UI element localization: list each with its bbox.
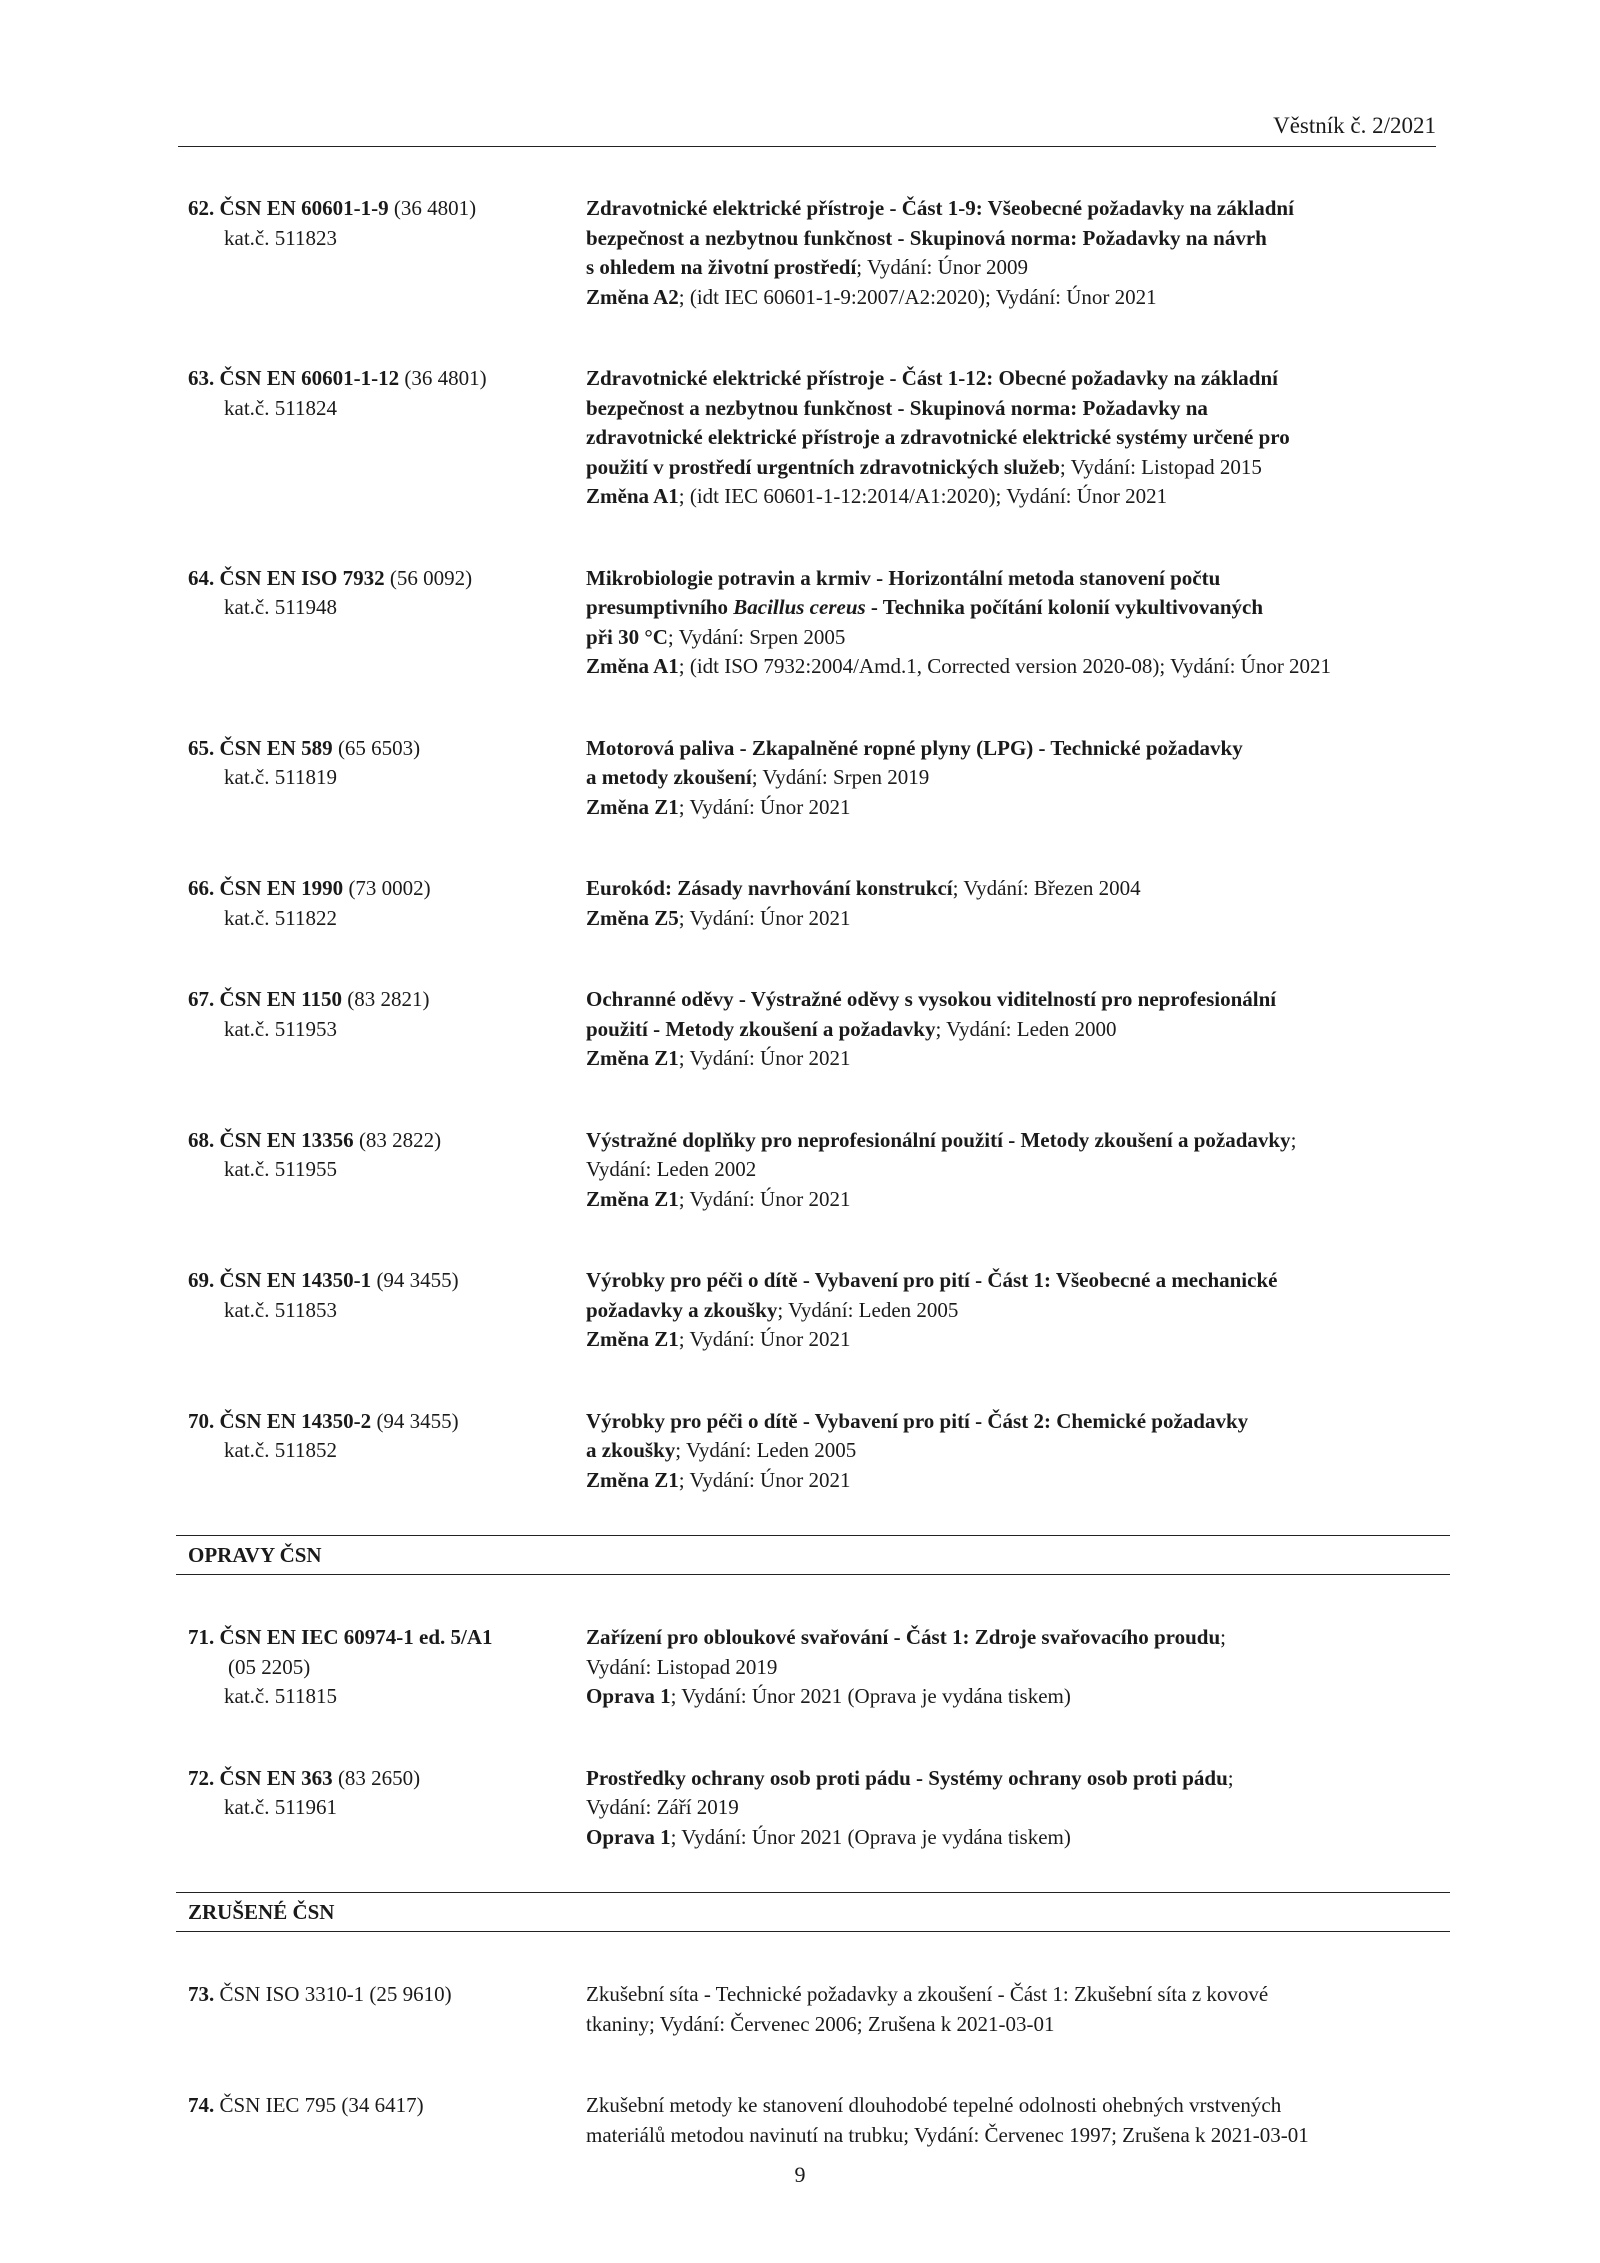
change-text: ; (idt IEC 60601-1-9:2007/A2:2020); Vydání: Únor 2021 bbox=[678, 284, 1157, 309]
issue-date: ; Vydání: Leden 2000 bbox=[935, 1016, 1117, 1041]
description-line: tkaniny; Vydání: Červenec 2006; Zrušena k 2021-03-01 bbox=[586, 2011, 1055, 2036]
catalog-number: kat.č. 511815 bbox=[224, 1684, 337, 1708]
standard-entry-69 bbox=[188, 1266, 1438, 1355]
correction-label: Oprava 1 bbox=[586, 1824, 671, 1849]
issue-date: ; Vydání: Listopad 2015 bbox=[1059, 454, 1262, 479]
issue-date: Vydání: Listopad 2019 bbox=[586, 1654, 778, 1679]
title-line: Zdravotnické elektrické přístroje - Část 1-12: Obecné požadavky na základní bbox=[586, 366, 1278, 390]
standard-code: ČSN EN ISO 7932 bbox=[219, 565, 385, 590]
standard-identifier: 71. ČSN EN IEC 60974-1 ed. 5/A1 (05 2205) kat.č. 511815 bbox=[188, 1623, 586, 1712]
catalog-number: kat.č. 511822 bbox=[224, 905, 337, 930]
title-line: Výrobky pro péči o dítě - Vybavení pro pití - Část 1: Všeobecné a mechanické bbox=[586, 1268, 1278, 1292]
standard-code: ČSN EN 589 bbox=[219, 735, 333, 760]
standard-description bbox=[586, 734, 1438, 823]
catalog-number: kat.č. 511961 bbox=[224, 1795, 337, 1819]
change-text: ; Vydání: Únor 2021 bbox=[678, 1467, 851, 1492]
change-label: Změna A1 bbox=[586, 654, 679, 678]
change-text: ; Vydání: Únor 2021 bbox=[678, 905, 851, 930]
standard-entry-68 bbox=[188, 1126, 1438, 1215]
catalog-number: kat.č. 511955 bbox=[224, 1157, 337, 1181]
title-line: použití - Metody zkoušení a požadavky bbox=[586, 1016, 936, 1041]
change-label: Změna Z1 bbox=[586, 794, 679, 819]
catalog-number: kat.č. 511852 bbox=[224, 1438, 337, 1462]
issue-date: ; Vydání: Leden 2005 bbox=[777, 1297, 959, 1322]
classification-code: (83 2650) bbox=[337, 1765, 421, 1790]
classification-code: (83 2821) bbox=[347, 987, 430, 1011]
standard-identifier: 63. ČSN EN 60601-1-12 (36 4801) kat.č. 511824 bbox=[188, 364, 586, 512]
standard-code: ČSN EN 363 bbox=[219, 1765, 333, 1790]
change-label: Změna Z1 bbox=[586, 1186, 679, 1211]
description-line: materiálů metodou navinutí na trubku; Vydání: Červenec 1997; Zrušena k 2021-03-01 bbox=[586, 2122, 1309, 2147]
change-label: Změna Z1 bbox=[586, 1467, 679, 1492]
title-line: Mikrobiologie potravin a krmiv - Horizontální metoda stanovení počtu bbox=[586, 565, 1221, 590]
title-line: Ochranné oděvy - Výstražné oděvy s vysokou viditelností pro neprofesionální bbox=[586, 987, 1277, 1011]
issue-date: ; Vydání: Srpen 2019 bbox=[751, 765, 930, 789]
issue-date: Vydání: Leden 2002 bbox=[586, 1157, 757, 1181]
title-line: použití v prostředí urgentních zdravotnických služeb bbox=[586, 454, 1060, 479]
standard-entry-62 bbox=[188, 194, 1438, 312]
catalog-number: kat.č. 511823 bbox=[224, 225, 337, 250]
standard-code: ČSN EN 14350-1 bbox=[219, 1268, 372, 1292]
change-label: Změna A1 bbox=[586, 484, 679, 508]
standard-identifier: 62. ČSN EN 60601-1-9 (36 4801) kat.č. 511823 bbox=[188, 194, 586, 312]
title-line: a metody zkoušení bbox=[586, 765, 752, 789]
title-line: Prostředky ochrany osob proti pádu - Systémy ochrany osob proti pádu bbox=[586, 1765, 1228, 1790]
standard-code: ČSN EN 1990 bbox=[219, 876, 344, 900]
catalog-number: kat.č. 511948 bbox=[224, 595, 337, 619]
title-line: bezpečnost a nezbytnou funkčnost - Skupinová norma: Požadavky na bbox=[586, 395, 1208, 420]
standard-entry-72 bbox=[188, 1764, 1438, 1853]
standard-description: Zařízení pro obloukové svařování - Část 1: Zdroje svařovacího proudu; Vydání: Listopad 2019 Oprava 1; Vydání: Únor 2021 (Oprava je vydána tiskem) bbox=[586, 1623, 1438, 1712]
species-name: Bacillus cereus bbox=[733, 595, 866, 619]
standard-description bbox=[586, 985, 1438, 1074]
standard-code: ČSN EN 60601-1-9 bbox=[219, 196, 389, 220]
standard-identifier: 66. ČSN EN 1990 (73 0002) kat.č. 511822 bbox=[188, 874, 586, 933]
standard-entry-65 bbox=[188, 734, 1438, 823]
standard-identifier: 68. ČSN EN 13356 (83 2822) kat.č. 511955 bbox=[188, 1126, 586, 1215]
issue-date: ; Vydání: Leden 2005 bbox=[675, 1438, 857, 1462]
standard-identifier: 72. ČSN EN 363 (83 2650) kat.č. 511961 bbox=[188, 1764, 586, 1853]
standard-description bbox=[586, 364, 1438, 512]
classification-code: (65 6503) bbox=[337, 735, 421, 760]
change-text: ; Vydání: Únor 2021 bbox=[678, 1186, 851, 1211]
section-heading-corrections: OPRAVY ČSN bbox=[176, 1535, 1450, 1575]
classification-code: (94 3455) bbox=[376, 1408, 459, 1433]
standard-description bbox=[586, 1980, 1438, 2039]
description-line: Zkušební metody ke stanovení dlouhodobé tepelné odolnosti ohebných vrstvených bbox=[586, 2093, 1282, 2117]
standard-code: ČSN EN 14350-2 bbox=[219, 1408, 372, 1433]
standard-entry-63 bbox=[188, 364, 1438, 512]
standard-entry-66 bbox=[188, 874, 1438, 933]
correction-text: ; Vydání: Únor 2021 (Oprava je vydána tiskem) bbox=[670, 1824, 1071, 1849]
standard-entry-71 bbox=[188, 1623, 1438, 1712]
classification-code: (73 0002) bbox=[348, 876, 431, 900]
standard-description bbox=[586, 1407, 1438, 1496]
standard-code: ČSN IEC 795 (34 6417) bbox=[219, 2093, 424, 2117]
description-line: Zkušební síta - Technické požadavky a zkoušení - Část 1: Zkušební síta z kovové bbox=[586, 1982, 1269, 2006]
classification-code: (05 2205) bbox=[228, 1654, 311, 1679]
section-heading-withdrawn: ZRUŠENÉ ČSN bbox=[176, 1892, 1450, 1932]
standard-identifier: 70. ČSN EN 14350-2 (94 3455) kat.č. 511852 bbox=[188, 1407, 586, 1496]
title-line: Eurokód: Zásady navrhování konstrukcí bbox=[586, 876, 953, 900]
title-line: Výstražné doplňky pro neprofesionální použití - Metody zkoušení a požadavky bbox=[586, 1127, 1291, 1152]
classification-code: (36 4801) bbox=[404, 366, 487, 390]
standard-entry-70 bbox=[188, 1407, 1438, 1496]
standard-entry-73 bbox=[188, 1980, 1438, 2039]
title-line: Zařízení pro obloukové svařování - Část 1: Zdroje svařovacího proudu bbox=[586, 1625, 1221, 1649]
title-line: požadavky a zkoušky bbox=[586, 1297, 778, 1322]
standard-code: ČSN EN 13356 bbox=[219, 1127, 354, 1152]
standard-description: Prostředky ochrany osob proti pádu - Systémy ochrany osob proti pádu; Vydání: Září 2019 Oprava 1; Vydání: Únor 2021 (Oprava je vydána tiskem) bbox=[586, 1764, 1438, 1853]
standard-identifier: 69. ČSN EN 14350-1 (94 3455) kat.č. 511853 bbox=[188, 1266, 586, 1355]
change-text: ; Vydání: Únor 2021 bbox=[678, 1046, 851, 1070]
journal-issue-title: Věstník č. 2/2021 bbox=[1273, 113, 1436, 138]
issue-date: ; Vydání: Únor 2009 bbox=[856, 255, 1028, 279]
standard-entry-64 bbox=[188, 564, 1438, 682]
change-label: Změna Z1 bbox=[586, 1327, 679, 1351]
classification-code: (56 0092) bbox=[389, 565, 473, 590]
title-line: při 30 °C bbox=[586, 624, 668, 649]
title-line: Zdravotnické elektrické přístroje - Část 1-9: Všeobecné požadavky na základní bbox=[586, 196, 1294, 220]
catalog-number: kat.č. 511824 bbox=[224, 395, 337, 420]
change-text: ; Vydání: Únor 2021 bbox=[678, 1327, 851, 1351]
standard-entry-67 bbox=[188, 985, 1438, 1074]
issue-date: Vydání: Září 2019 bbox=[586, 1795, 739, 1819]
correction-label: Oprava 1 bbox=[586, 1684, 671, 1708]
standard-description bbox=[586, 2091, 1438, 2150]
standard-identifier: 74. ČSN IEC 795 (34 6417) bbox=[188, 2093, 424, 2117]
catalog-number: kat.č. 511953 bbox=[224, 1016, 337, 1041]
standard-code: ČSN ISO 3310-1 (25 9610) bbox=[219, 1982, 452, 2006]
title-line: presumptivního Bacillus cereus - Technika počítání kolonií vykultivovaných bbox=[586, 595, 1264, 619]
title-line: Motorová paliva - Zkapalněné ropné plyny (LPG) - Technické požadavky bbox=[586, 735, 1243, 760]
standard-description bbox=[586, 564, 1438, 682]
standard-code: ČSN EN IEC 60974-1 ed. 5/A1 bbox=[219, 1625, 493, 1649]
change-label: Změna A2 bbox=[586, 284, 679, 309]
change-label: Změna Z1 bbox=[586, 1046, 679, 1070]
correction-text: ; Vydání: Únor 2021 (Oprava je vydána tiskem) bbox=[670, 1684, 1071, 1708]
catalog-number: kat.č. 511819 bbox=[224, 765, 337, 789]
change-label: Změna Z5 bbox=[586, 905, 679, 930]
standard-description bbox=[586, 194, 1438, 312]
standard-identifier: 73. ČSN ISO 3310-1 (25 9610) bbox=[188, 1982, 452, 2006]
classification-code: (36 4801) bbox=[393, 196, 477, 220]
title-line: zdravotnické elektrické přístroje a zdravotnické elektrické systémy určené pro bbox=[586, 425, 1290, 449]
standards-list bbox=[188, 194, 1438, 2202]
standard-code: ČSN EN 1150 bbox=[219, 987, 343, 1011]
standard-description: Výstražné doplňky pro neprofesionální použití - Metody zkoušení a požadavky; Vydání: Leden 2002 Změna Z1; Vydání: Únor 2021 bbox=[586, 1126, 1438, 1215]
title-line: bezpečnost a nezbytnou funkčnost - Skupinová norma: Požadavky na návrh bbox=[586, 225, 1267, 250]
standard-identifier: 65. ČSN EN 589 (65 6503) kat.č. 511819 bbox=[188, 734, 586, 823]
change-text: ; (idt ISO 7932:2004/Amd.1, Corrected version 2020-08); Vydání: Únor 2021 bbox=[678, 654, 1332, 678]
page-number: 9 bbox=[794, 2162, 806, 2187]
title-line: s ohledem na životní prostředí bbox=[586, 255, 857, 279]
catalog-number: kat.č. 511853 bbox=[224, 1297, 337, 1322]
classification-code: (83 2822) bbox=[358, 1127, 442, 1152]
standard-description bbox=[586, 1266, 1438, 1355]
issue-date: ; Vydání: Srpen 2005 bbox=[667, 624, 846, 649]
standard-description bbox=[586, 874, 1438, 933]
standard-code: ČSN EN 60601-1-12 bbox=[219, 366, 400, 390]
running-header bbox=[178, 112, 1436, 147]
change-text: ; Vydání: Únor 2021 bbox=[678, 794, 851, 819]
standard-identifier: 64. ČSN EN ISO 7932 (56 0092) kat.č. 511948 bbox=[188, 564, 586, 682]
title-line: Výrobky pro péči o dítě - Vybavení pro pití - Část 2: Chemické požadavky bbox=[586, 1408, 1249, 1433]
issue-date: ; Vydání: Březen 2004 bbox=[952, 876, 1141, 900]
classification-code: (94 3455) bbox=[376, 1268, 459, 1292]
standard-identifier: 67. ČSN EN 1150 (83 2821) kat.č. 511953 bbox=[188, 985, 586, 1074]
standard-entry-74 bbox=[188, 2091, 1438, 2150]
title-line: a zkoušky bbox=[586, 1438, 676, 1462]
change-text: ; (idt IEC 60601-1-12:2014/A1:2020); Vydání: Únor 2021 bbox=[678, 484, 1168, 508]
